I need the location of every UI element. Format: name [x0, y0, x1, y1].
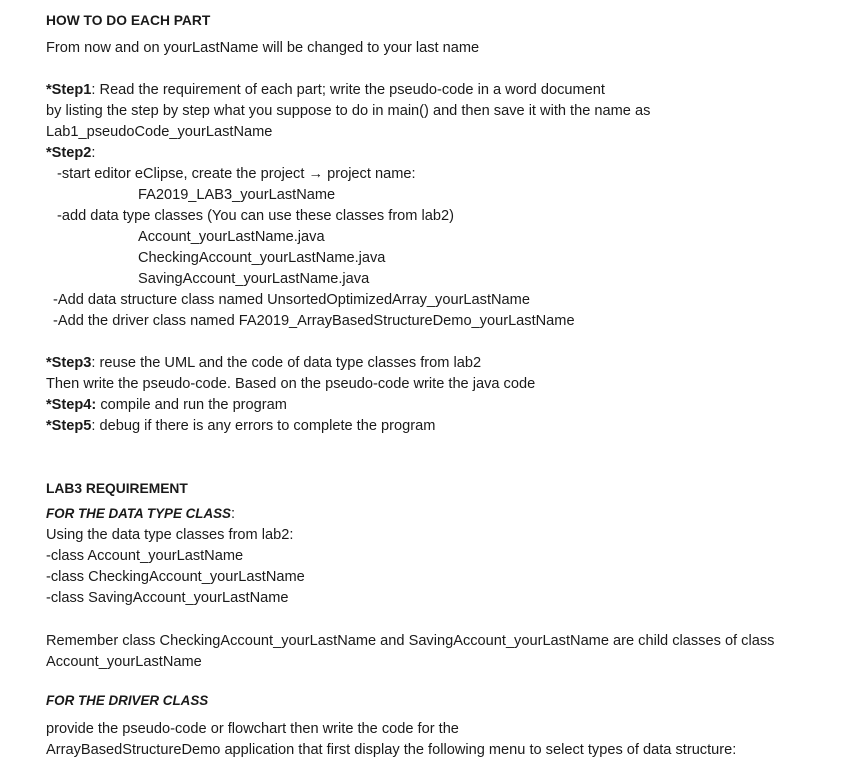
step3-line-2: Then write the pseudo-code. Based on the pseudo-code write the java code [46, 376, 536, 392]
driver-line-1: provide the pseudo-code or flowchart then write the code for the [46, 721, 459, 737]
step4-line [46, 395, 287, 415]
step2-line [46, 143, 95, 163]
step4-label: *Step4: [46, 397, 97, 413]
step1-line-2: by listing the step by step what you suppose to do in main() and then save it with the name as [46, 103, 651, 119]
step5-label: *Step5 [46, 418, 92, 434]
step3-text: : reuse the UML and the code of data type classes from lab2 [91, 355, 482, 371]
class-account: -class Account_yourLastName [46, 548, 244, 564]
class-file-account: Account_yourLastName.java [138, 229, 325, 245]
intro-text: From now and on yourLastName will be changed to your last name [46, 40, 480, 56]
step2-label: *Step2 [46, 145, 92, 161]
step1-text: : Read the requirement of each part; write the pseudo-code in a word document [91, 82, 605, 98]
class-checking: -class CheckingAccount_yourLastName [46, 569, 305, 585]
driver-heading: FOR THE DRIVER CLASS [46, 693, 209, 708]
step5-text: : debug if there is any errors to complete the program [91, 418, 436, 434]
data-type-heading-line [46, 504, 235, 524]
step5-line [46, 416, 435, 436]
step4-text: compile and run the program [96, 397, 287, 413]
how-to-heading: HOW TO DO EACH PART [46, 13, 211, 28]
step3-label: *Step3 [46, 355, 92, 371]
remember-line-1: Remember class CheckingAccount_yourLastName and SavingAccount_yourLastName are child classes of class [46, 633, 775, 649]
data-type-colon: : [231, 506, 236, 522]
step2-start: -start editor eClipse, create the project → project name: [57, 166, 416, 182]
step1-line-3: Lab1_pseudoCode_yourLastName [46, 124, 273, 140]
step2-driver: -Add the driver class named FA2019_ArrayBasedStructureDemo_yourLastName [53, 313, 575, 329]
step1-label: *Step1 [46, 82, 92, 98]
project-name: FA2019_LAB3_yourLastName [138, 187, 336, 203]
step2-colon: : [91, 145, 96, 161]
remember-line-2: Account_yourLastName [46, 654, 202, 670]
class-file-saving: SavingAccount_yourLastName.java [138, 271, 370, 287]
class-saving: -class SavingAccount_yourLastName [46, 590, 289, 606]
step2-data-structure: -Add data structure class named UnsortedOptimizedArray_yourLastName [53, 292, 530, 308]
lab3-heading: LAB3 REQUIREMENT [46, 481, 188, 496]
driver-line-2: ArrayBasedStructureDemo application that first display the following menu to select types of data structure: [46, 742, 737, 758]
using-line: Using the data type classes from lab2: [46, 527, 294, 543]
class-file-checking: CheckingAccount_yourLastName.java [138, 250, 386, 266]
data-type-heading: FOR THE DATA TYPE CLASS [46, 506, 231, 521]
step3-line [46, 353, 481, 373]
step1-line [46, 80, 605, 100]
step2-add: -add data type classes (You can use these classes from lab2) [57, 208, 454, 224]
